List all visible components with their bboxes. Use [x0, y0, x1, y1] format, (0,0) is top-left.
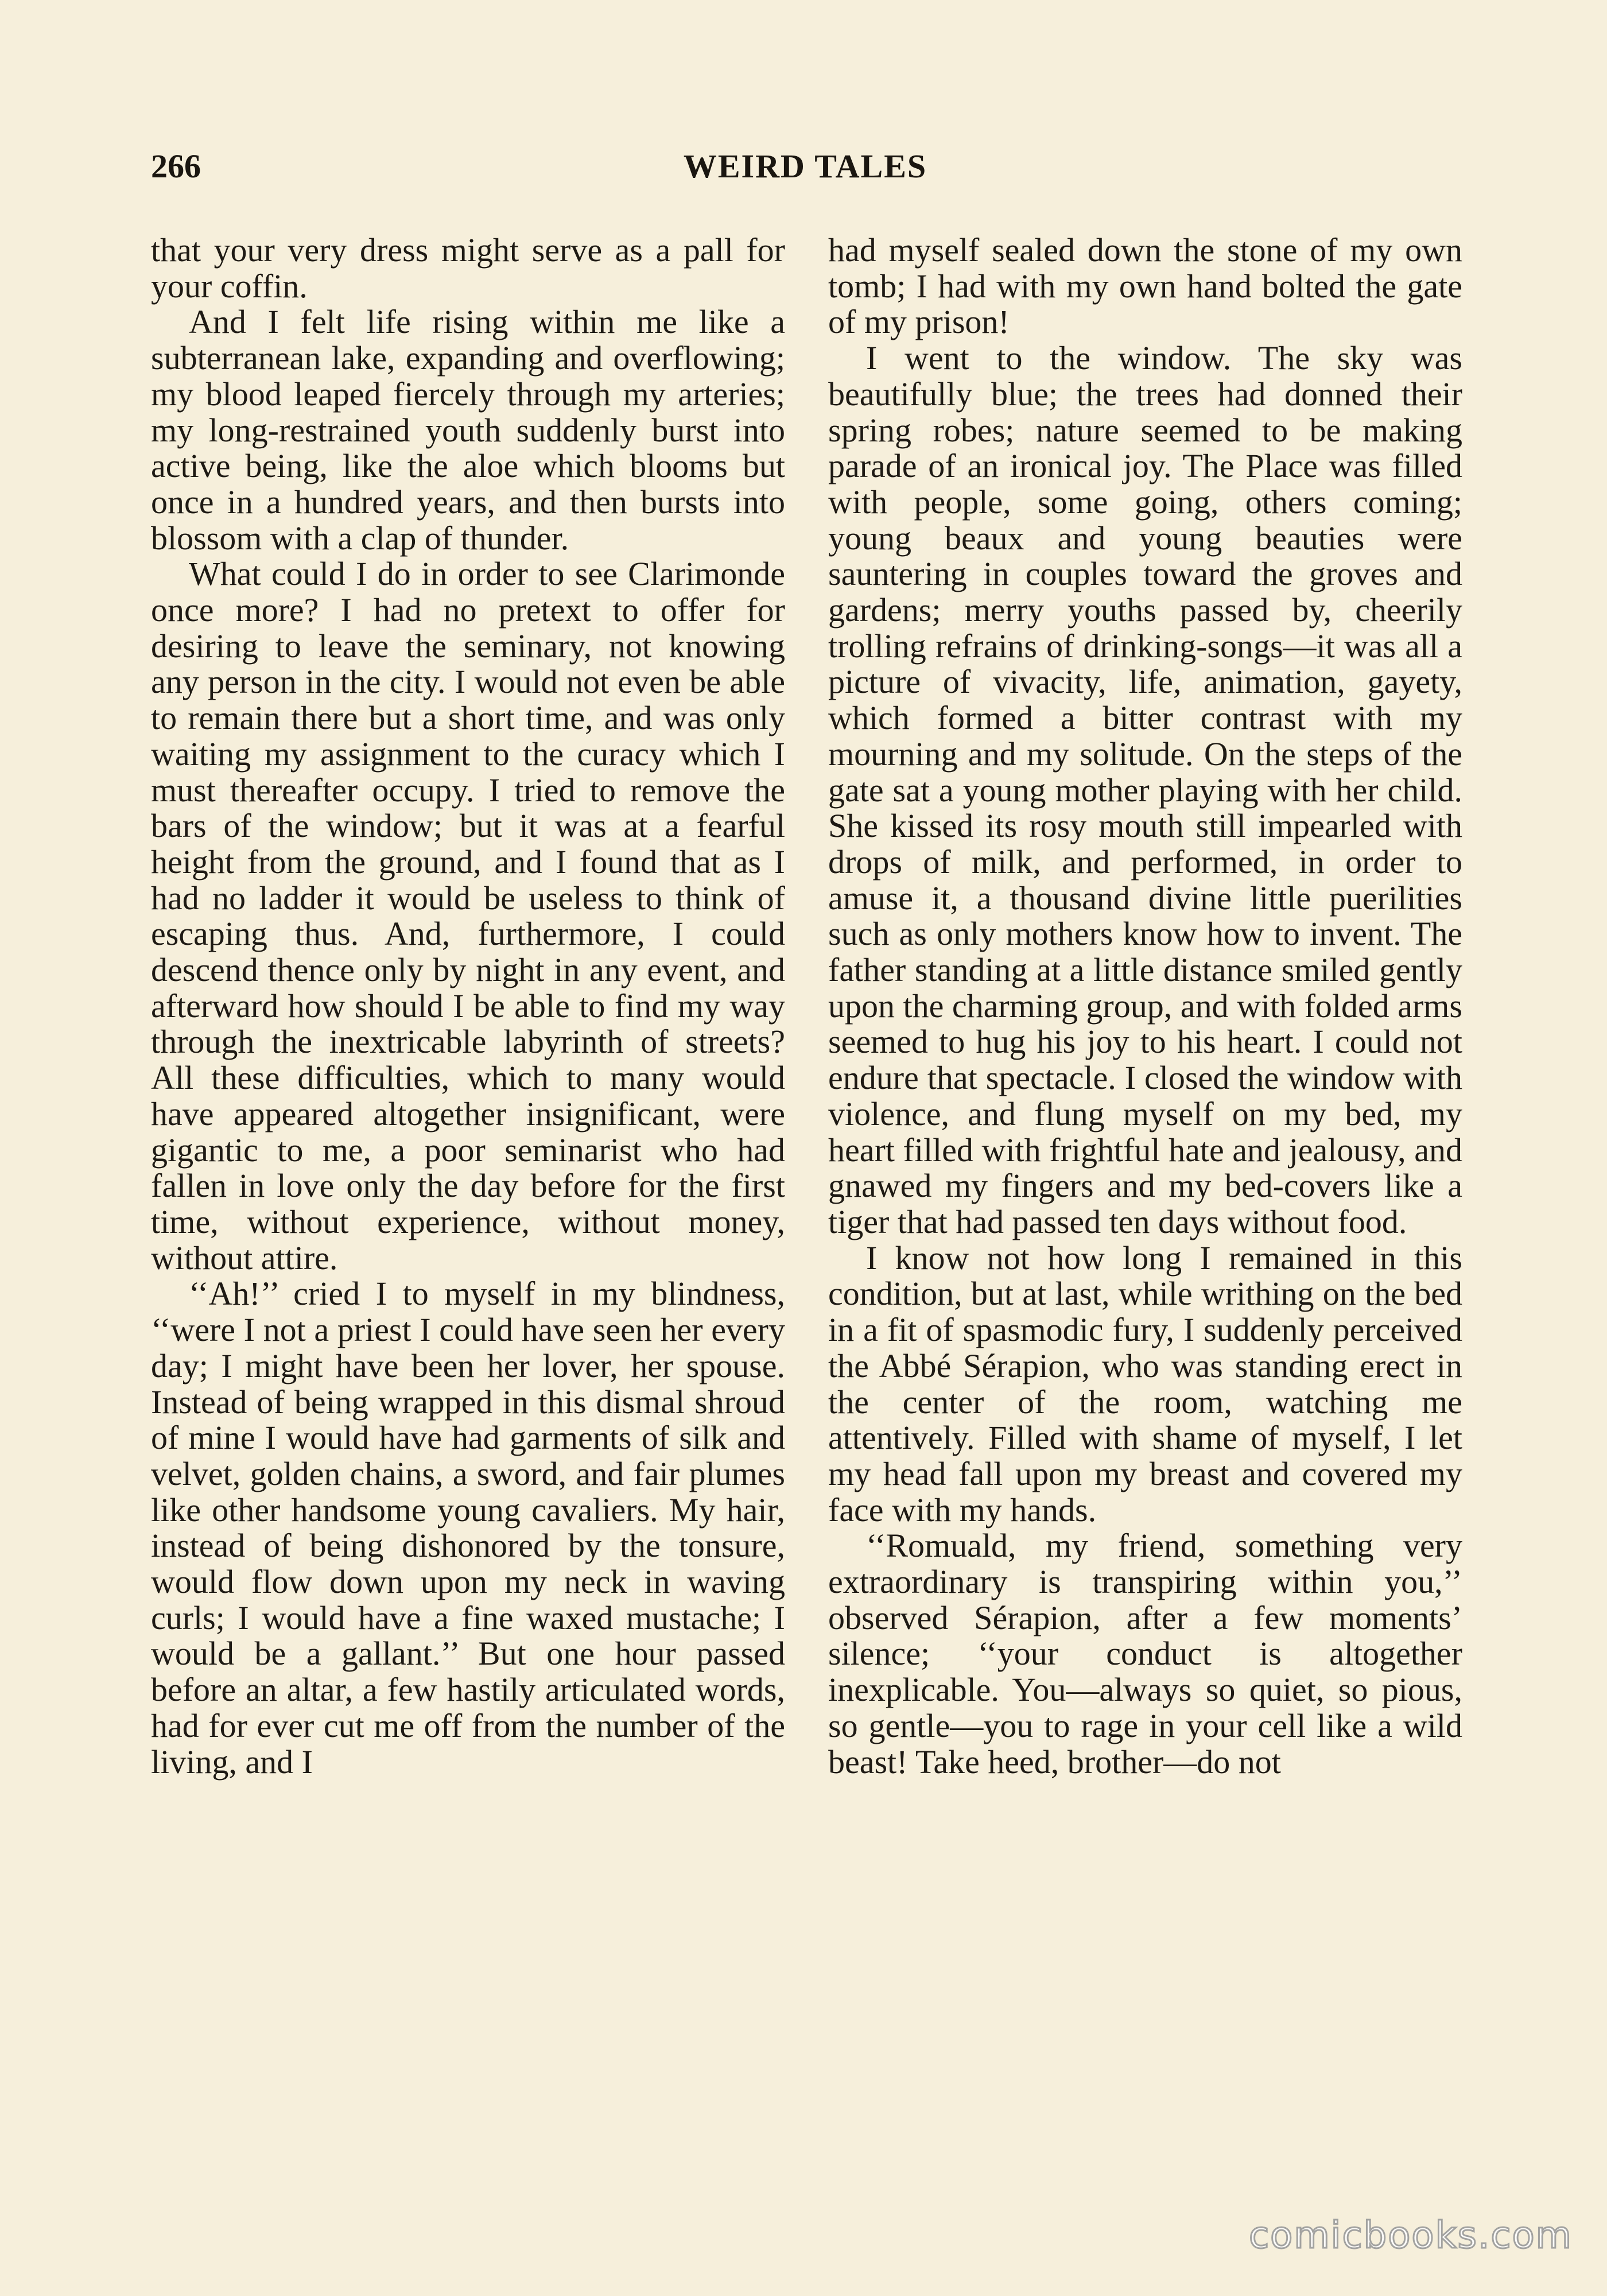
paragraph: ‘‘Ah!’’ cried I to myself in my blindness, ‘‘were I not a priest I could have seen her every day; I might have been her lover, her spouse. Instead of being wrapped in this dismal shroud of mine I would have had garments of silk and velvet, golden chains, a sword, and fair plumes like other handsome young cavaliers. My hair, instead of being dishonored by the tonsure, would flow down upon my neck in waving curls; I would have a fine waxed mustache; I would be a gallant.’’ But one hour passed before an altar, a few hastily articulated words, had for ever cut me off from the number of the living, and I — [151, 1275, 785, 1781]
left-column — [151, 232, 785, 2161]
paragraph: had myself sealed down the stone of my own tomb; I had with my own hand bolted the gate of my prison! — [828, 232, 1462, 341]
paragraph: that your very dress might serve as a pall for your coffin. — [151, 232, 785, 305]
watermark: comicbooks.com — [1248, 2214, 1573, 2257]
paragraph: I know not how long I remained in this condition, but at last, while writhing on the bed in a fit of spasmodic fury, I suddenly perceived the Abbé Sérapion, who was standing erect in the center of the room, watching me attentively. Filled with shame of myself, I let my head fall upon my breast and covered my face with my hands. — [828, 1239, 1462, 1529]
page-number: 266 — [151, 148, 201, 185]
running-head — [151, 144, 1460, 189]
paragraph: And I felt life rising within me like a subterranean lake, expanding and overflowing; my blood leaped fiercely through my arteries; my long-restrained youth suddenly burst into active being, like the aloe which blooms but once in a hundred years, and then bursts into blossom with a clap of thunder. — [151, 303, 785, 557]
paragraph: What could I do in order to see Clarimonde once more? I had no pretext to offer for desiring to leave the seminary, not knowing any person in the city. I would not even be able to remain there but a short time, and was only waiting my assignment to the curacy which I must thereafter occupy. I tried to remove the bars of the window; but it was at a fearful height from the ground, and I found that as I had no ladder it would be useless to think of escaping thus. And, furthermore, I could descend thence only by night in any event, and afterward how should I be able to find my way through the inextricable labyrinth of streets? All these difficulties, which to many would have appeared altogether insignificant, were gigantic to me, a poor seminarist who had fallen in love only the day before for the first time, without experience, without money, without attire. — [151, 555, 785, 1277]
paragraph: ‘‘Romuald, my friend, something very extraordinary is transpiring within you,’’ observed Sérapion, after a few moments’ silence; ‘‘your conduct is altogether inexplicable. You—always so quiet, so pious, so gentle—you to rage in your cell like a wild beast! Take heed, brother—do not — [828, 1527, 1462, 1781]
magazine-title: WEIRD TALES — [683, 148, 927, 185]
paragraph: I went to the window. The sky was beautifully blue; the trees had donned their spring robes; nature seemed to be making parade of an ironical joy. The Place was filled with people, some going, others coming; young beaux and young beauties were sauntering in couples toward the groves and gardens; merry youths passed by, cheerily trolling refrains of drinking-songs—it was all a picture of vivacity, life, animation, gayety, which formed a bitter contrast with my mourning and my solitude. On the steps of the gate sat a young mother playing with her child. She kissed its rosy mouth still impearled with drops of milk, and performed, in order to amuse it, a thousand divine little puerilities such as only mothers know how to invent. The father standing at a little distance smiled gently upon the charming group, and with folded arms seemed to hug his joy to his heart. I could not endure that spectacle. I closed the window with violence, and flung myself on my bed, my heart filled with frightful hate and jealousy, and gnawed my fingers and my bed-covers like a tiger that had passed ten days without food. — [828, 339, 1462, 1240]
right-column — [828, 232, 1462, 2161]
